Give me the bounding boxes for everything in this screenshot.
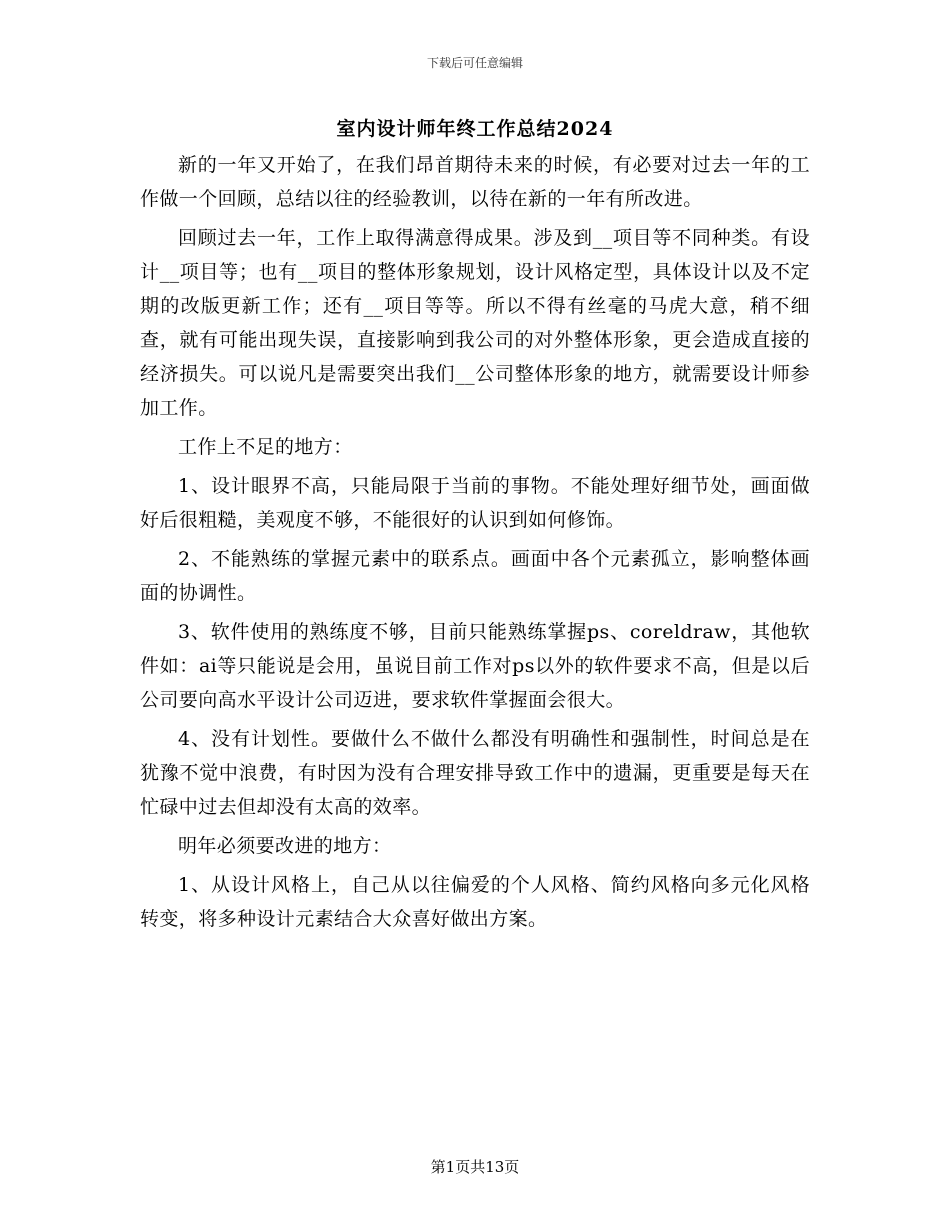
paragraph-improvement-1: 1、从设计风格上，自己从以往偏爱的个人风格、简约风格向多元化风格转变，将多种设计元素结合大众喜好做出方案。 [140,874,810,930]
page-number-footer: 第1页共13页 [430,1158,520,1176]
paragraph-shortcoming-3: 3、软件使用的熟练度不够，目前只能熟练掌握ps、coreldraw，其他软件如：ai等只能说是会用，虽说目前工作对ps以外的软件要求不高，但是以后公司要向高水平设计公司迈进，要求软件掌握面会很大。 [140,621,810,711]
paragraph-improvements-heading: 明年必须要改进的地方： [178,835,392,857]
paragraph-review: 回顾过去一年，工作上取得满意得成果。涉及到__项目等不同种类。有设计__项目等；也有__项目的整体形象规划，设计风格定型，具体设计以及不定期的改版更新工作；还有__项目等等。所以不得有丝毫的马虎大意，稍不细查，就有可能出现失误，直接影响到我公司的对外整体形象，更会造成直接的经济损失。可以说凡是需要突出我们__公司整体形象的地方，就需要设计师参加工作。 [140,227,810,419]
header-note: 下载后可任意编辑 [426,56,523,70]
document-body [140,148,810,941]
paragraph-intro: 新的一年又开始了，在我们昂首期待未来的时候，有必要对过去一年的工作做一个回顾，总结以往的经验教训，以待在新的一年有所改进。 [140,154,810,210]
paragraph-shortcoming-1: 1、设计眼界不高，只能局限于当前的事物。不能处理好细节处，画面做好后很粗糙，美观度不够，不能很好的认识到如何修饰。 [140,475,810,531]
paragraph-shortcoming-4: 4、没有计划性。要做什么不做什么都没有明确性和强制性，时间总是在犹豫不觉中浪费，有时因为没有合理安排导致工作中的遗漏，更重要是每天在忙碌中过去但却没有太高的效率。 [140,728,810,818]
document-title: 室内设计师年终工作总结2024 [336,118,614,140]
paragraph-shortcomings-heading: 工作上不足的地方： [178,436,353,458]
paragraph-shortcoming-2: 2、不能熟练的掌握元素中的联系点。画面中各个元素孤立，影响整体画面的协调性。 [140,548,810,604]
